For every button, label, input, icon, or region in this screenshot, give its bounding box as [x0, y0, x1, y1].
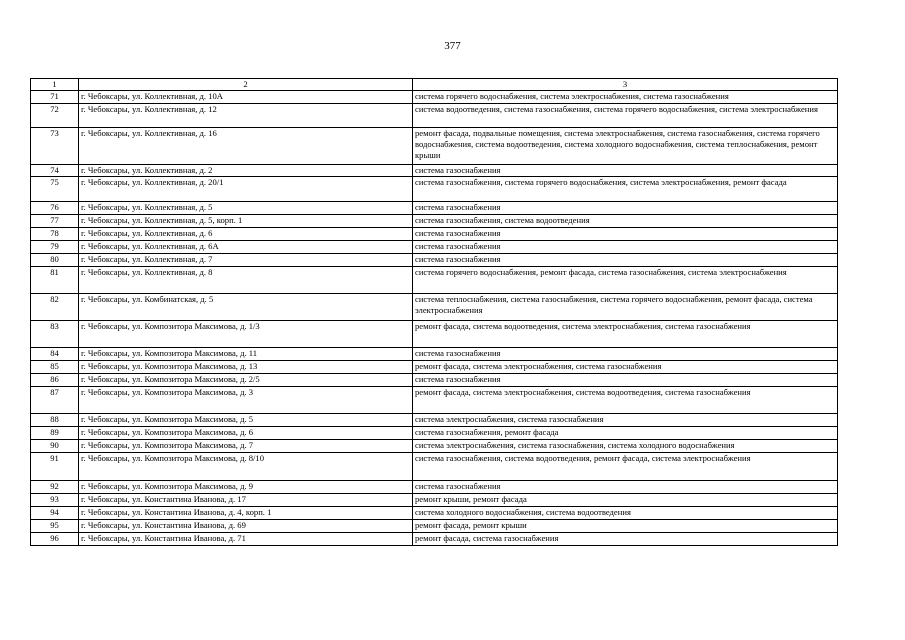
row-works: ремонт фасада, ремонт крыши [413, 519, 838, 532]
row-works: система холодного водоснабжения, система водоотведения [413, 506, 838, 519]
table-row [31, 240, 838, 253]
row-works: система газоснабжения, система водоотведения [413, 214, 838, 227]
row-number: 92 [31, 480, 79, 493]
row-address: г. Чебоксары, ул. Коллективная, д. 7 [79, 253, 413, 266]
row-works: система газоснабжения [413, 347, 838, 360]
row-number: 79 [31, 240, 79, 253]
table-row [31, 386, 838, 413]
row-number: 88 [31, 413, 79, 426]
row-number: 76 [31, 201, 79, 214]
table-header-row [31, 79, 838, 91]
row-number: 96 [31, 532, 79, 545]
table-row [31, 320, 838, 347]
row-address: г. Чебоксары, ул. Композитора Максимова, д. 3 [79, 386, 413, 413]
table-row [31, 426, 838, 439]
row-works: ремонт фасада, подвальные помещения, система электроснабжения, система газоснабжения, система горячего водоснабжения, система водоотведения, система холодного водоснабжения, система теплоснабжения, ремонт крыши [413, 127, 838, 164]
row-number: 80 [31, 253, 79, 266]
row-works: система газоснабжения, система горячего водоснабжения, система электроснабжения, ремонт фасада [413, 176, 838, 201]
row-number: 78 [31, 227, 79, 240]
row-address: г. Чебоксары, ул. Константина Иванова, д. 4, корп. 1 [79, 506, 413, 519]
row-works: система теплоснабжения, система газоснабжения, система горячего водоснабжения, ремонт фасада, система электроснабжения [413, 293, 838, 320]
table-row [31, 293, 838, 320]
table-row [31, 439, 838, 452]
row-number: 86 [31, 373, 79, 386]
row-number: 85 [31, 360, 79, 373]
row-address: г. Чебоксары, ул. Константина Иванова, д. 17 [79, 493, 413, 506]
row-address: г. Чебоксары, ул. Композитора Максимова, д. 13 [79, 360, 413, 373]
table-row [31, 347, 838, 360]
page-number: 377 [444, 40, 461, 52]
header-col-2: 2 [79, 79, 413, 91]
header-col-3: 3 [413, 79, 838, 91]
row-works: система газоснабжения [413, 240, 838, 253]
table-row [31, 373, 838, 386]
row-number: 89 [31, 426, 79, 439]
table-row [31, 201, 838, 214]
row-works: ремонт крыши, ремонт фасада [413, 493, 838, 506]
row-number: 82 [31, 293, 79, 320]
row-number: 84 [31, 347, 79, 360]
row-works: система газоснабжения [413, 253, 838, 266]
row-number: 81 [31, 266, 79, 293]
row-works: система электроснабжения, система газоснабжения, система холодного водоснабжения [413, 439, 838, 452]
row-works: система газоснабжения [413, 201, 838, 214]
row-address: г. Чебоксары, ул. Композитора Максимова, д. 6 [79, 426, 413, 439]
table-row [31, 214, 838, 227]
table-row [31, 532, 838, 545]
table-row [31, 519, 838, 532]
table-row [31, 480, 838, 493]
table-row [31, 103, 838, 127]
row-address: г. Чебоксары, ул. Комбинатская, д. 5 [79, 293, 413, 320]
row-address: г. Чебоксары, ул. Композитора Максимова, д. 5 [79, 413, 413, 426]
row-number: 77 [31, 214, 79, 227]
row-number: 71 [31, 91, 79, 103]
row-works: ремонт фасада, система водоотведения, система электроснабжения, система газоснабжения [413, 320, 838, 347]
row-works: система горячего водоснабжения, система электроснабжения, система газоснабжения [413, 91, 838, 103]
row-works: система горячего водоснабжения, ремонт фасада, система газоснабжения, система электроснабжения [413, 266, 838, 293]
row-works: система газоснабжения, система водоотведения, ремонт фасада, система электроснабжения [413, 452, 838, 480]
row-number: 73 [31, 127, 79, 164]
row-address: г. Чебоксары, ул. Коллективная, д. 20/1 [79, 176, 413, 201]
table-row [31, 452, 838, 480]
row-address: г. Чебоксары, ул. Коллективная, д. 10А [79, 91, 413, 103]
row-number: 75 [31, 176, 79, 201]
row-number: 74 [31, 164, 79, 176]
row-number: 94 [31, 506, 79, 519]
row-works: система газоснабжения, ремонт фасада [413, 426, 838, 439]
row-works: система газоснабжения [413, 373, 838, 386]
row-address: г. Чебоксары, ул. Коллективная, д. 2 [79, 164, 413, 176]
table-row [31, 227, 838, 240]
table-row [31, 91, 838, 103]
table-row [31, 506, 838, 519]
row-number: 93 [31, 493, 79, 506]
row-number: 87 [31, 386, 79, 413]
table-row [31, 127, 838, 164]
row-address: г. Чебоксары, ул. Композитора Максимова, д. 1/3 [79, 320, 413, 347]
row-works: ремонт фасада, система электроснабжения, система водоотведения, система газоснабжения [413, 386, 838, 413]
objects-table [30, 78, 838, 546]
row-address: г. Чебоксары, ул. Коллективная, д. 12 [79, 103, 413, 127]
row-address: г. Чебоксары, ул. Композитора Максимова, д. 9 [79, 480, 413, 493]
row-address: г. Чебоксары, ул. Композитора Максимова, д. 7 [79, 439, 413, 452]
row-address: г. Чебоксары, ул. Коллективная, д. 6А [79, 240, 413, 253]
row-works: система электроснабжения, система газоснабжения [413, 413, 838, 426]
table-row [31, 253, 838, 266]
row-works: система газоснабжения [413, 480, 838, 493]
row-address: г. Чебоксары, ул. Константина Иванова, д. 71 [79, 532, 413, 545]
row-address: г. Чебоксары, ул. Константина Иванова, д. 69 [79, 519, 413, 532]
row-address: г. Чебоксары, ул. Коллективная, д. 8 [79, 266, 413, 293]
table-row [31, 164, 838, 176]
row-address: г. Чебоксары, ул. Коллективная, д. 5, корп. 1 [79, 214, 413, 227]
row-works: система газоснабжения [413, 227, 838, 240]
row-number: 95 [31, 519, 79, 532]
row-address: г. Чебоксары, ул. Коллективная, д. 6 [79, 227, 413, 240]
table-row [31, 266, 838, 293]
row-number: 91 [31, 452, 79, 480]
row-works: система газоснабжения [413, 164, 838, 176]
row-address: г. Чебоксары, ул. Композитора Максимова, д. 11 [79, 347, 413, 360]
row-number: 72 [31, 103, 79, 127]
row-number: 83 [31, 320, 79, 347]
row-address: г. Чебоксары, ул. Композитора Максимова, д. 8/10 [79, 452, 413, 480]
row-address: г. Чебоксары, ул. Композитора Максимова, д. 2/5 [79, 373, 413, 386]
table-row [31, 493, 838, 506]
row-works: ремонт фасада, система газоснабжения [413, 532, 838, 545]
table-row [31, 360, 838, 373]
row-address: г. Чебоксары, ул. Коллективная, д. 16 [79, 127, 413, 164]
header-col-1: 1 [31, 79, 79, 91]
table-row [31, 413, 838, 426]
table-row [31, 176, 838, 201]
row-address: г. Чебоксары, ул. Коллективная, д. 5 [79, 201, 413, 214]
row-number: 90 [31, 439, 79, 452]
row-works: система водоотведения, система газоснабжения, система горячего водоснабжения, система электроснабжения [413, 103, 838, 127]
row-works: ремонт фасада, система электроснабжения, система газоснабжения [413, 360, 838, 373]
